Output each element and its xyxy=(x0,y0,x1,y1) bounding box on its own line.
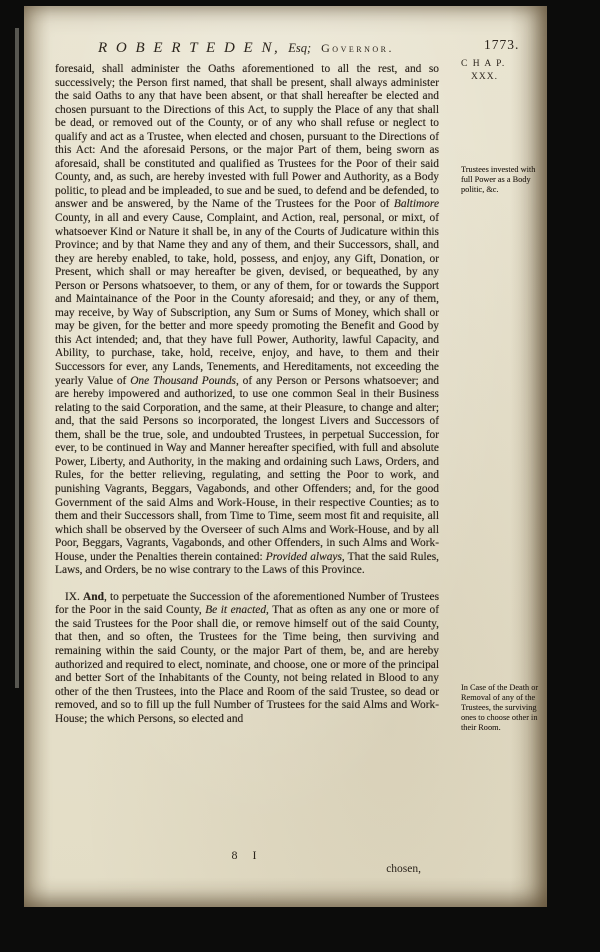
scanner-edge-strip xyxy=(15,28,19,688)
chapter-label: C H A P. xyxy=(461,59,506,69)
margin-note-succession: In Case of the Death or Removal of any of the Trustees, the surviving ones to choose other in their Room. xyxy=(461,683,539,732)
year-label: 1773. xyxy=(484,37,520,52)
margin-note-trustees: Trustees invested with full Power as a Body politic, &c. xyxy=(461,165,536,194)
governor-name: R O B E R T E D E N, xyxy=(98,40,281,56)
signature-mark: 8 I xyxy=(231,848,263,862)
body-paragraph-section-ix: IX. And, to perpetuate the Succession of the aforementioned Number of Trustees for the Poor in the said County, Be it enacted, That as often as any one or more of the said Trustees for the Poor shall die, or remove himself out of the said County, that then, and so often, the Trustees for the Time being, then surviving and remaining within the said County, or the major Part of them, be, and are hereby authorized and required to elect, nominate, and choose, one or more of the principal and better Sort of the Inhabitants of the County, not being related in Blood to any other of the then Trustees, into the Place and Room of the said Trustee, so dead or removed, and so to fill up the full Number of Trustees for the said Alms and Work-House; the which Persons, so elected and xyxy=(55,590,440,725)
chapter-number: XXX. xyxy=(471,72,498,82)
catchword: chosen, xyxy=(386,863,421,875)
body-paragraph-continuation: foresaid, shall administer the Oaths aforementioned to all the rest, and so successively; the Person first named, that shall be present, shall always administer the said Oaths to any that have been absent, or that shall hereafter be elected and chosen pursuant to the Directions of this Act, to supply the Place of any that shall be dead, or removed out of the County, or of any who shall refuse or neglect to qualify and act as a Trustee, when elected and chosen, pursuant to the Directions of this Act: And the aforesaid Persons, or the major Part of them, being sworn as aforesaid, shall be constituted and qualified as Trustees for the Poor of their said County, and, as such, are hereby invested with full Power and Authority, as a Body politic, to plead and be impleaded, to sue and be sued, to defend and be defended, to answer and be answered, by the Name of the Trustees for the Poor of Baltimore County, in all and every Cause, Complaint, and Action, real, personal, or mixt, of whatsoever Kind or Nature it shall be, in any of the Courts of Judicature within this Province; and by that Name they and any of them, and their Successors, shall, and they are hereby enabled, to take, hold, possess, and enjoy, any Gift, Donation, or Present, which shall or may hereafter be given, devised, or bequeathed, by any Person or Persons whatsoever, to them, or any of them, for or towards the Support and Maintainance of the Poor in the County aforesaid; and they, or any of them, may receive, by Way of Subscription, any Sum or Sums of Money, which shall or may be given, for the better and more speedy promoting the Benefit and Good by this Act intended; and, that they have full Power, Authority, lawful Capacity, and Ability, to purchase, take, hold, receive, enjoy, and have, to them and their Successors for ever, any Lands, Tenements, and Hereditaments, not exceeding the yearly Value of One Thousand Pounds, of any Person or Persons whatsoever; and are hereby impowered and authorized, to use one common Seal in their Business relating to the said Corporation, and the same, at their Pleasure, to change and alter; and, that the said Persons so incorporated, the longest Livers and Successors of them, shall be the true, sole, and undoubted Trustees, in perpetual Succession, for ever, to be continued in Way and Manner hereafter specified, with full and absolute Power, Liberty, and Authority, in the making and ordaining such Laws, Orders, and Rules, for the better relieving, regulating, and setting the Poor to work, and punishing Vagrants, Beggars, Vagabonds, and other Offenders; and, for the good Government of the said Alms and Work-House, in their respective Counties; as to them and their Successors shall, from Time to Time, seem most fit and requisite, all which shall be observed by the Overseer of such Alms and Work-House, and by all Poor, Beggars, Vagrants, Vagabonds, and other Offenders, in such Alms and Work-House, under the Penalties therein contained: Provided always, That the said Rules, Laws, and Orders, be no wise contrary to the Laws of this Province. xyxy=(55,63,439,577)
chapter-heading xyxy=(461,58,531,84)
body-text-column xyxy=(55,63,439,726)
governor-title: Governor. xyxy=(321,41,394,55)
page-header xyxy=(54,39,438,57)
governor-esquire: Esq; xyxy=(288,41,312,55)
document-page xyxy=(24,6,547,907)
